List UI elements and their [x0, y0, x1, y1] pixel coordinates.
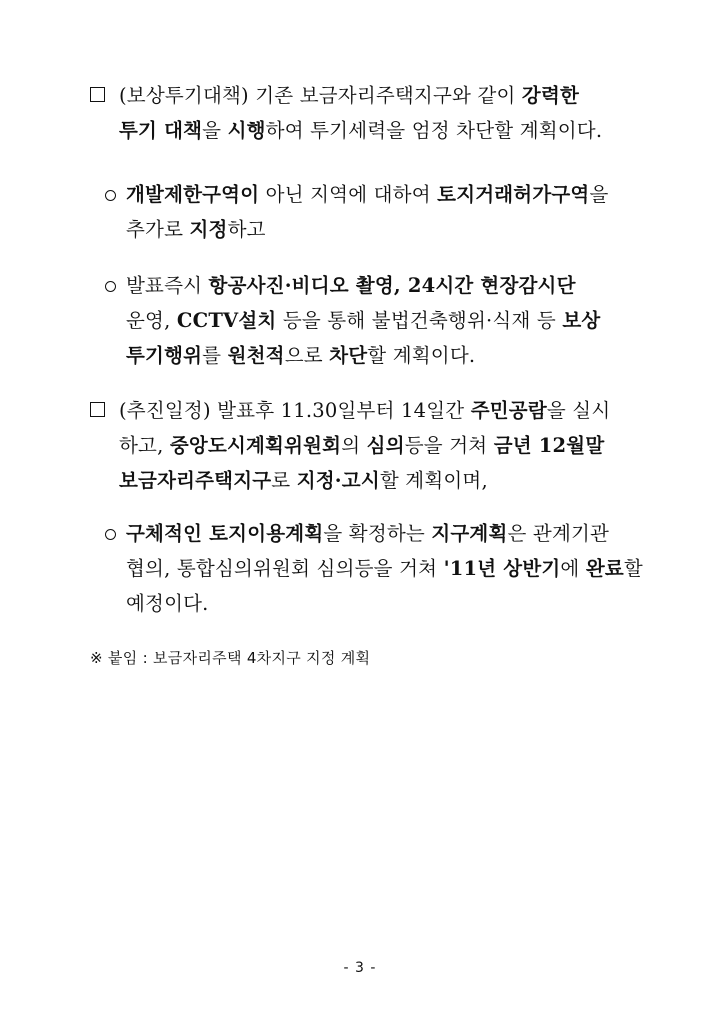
text-line: (추진일정) 발표후 11.30일부터 14일간 주민공람을 실시 [119, 399, 611, 422]
attachment-note: ※ 붙임 : 보금자리주택 4차지구 지정 계획 [90, 649, 371, 667]
text-line: 구체적인 토지이용계획을 확정하는 지구계획은 관계기관 [126, 522, 610, 545]
page-number: - 3 - [343, 960, 377, 976]
text-line: 발표즉시 항공사진·비디오 촬영, 24시간 현장감시단 [126, 274, 576, 297]
circle-bullet [105, 529, 116, 540]
circle-bullet [105, 281, 116, 292]
square-bullet [90, 402, 105, 417]
section-land-permit-zone [126, 177, 609, 247]
section-district-plan [126, 516, 643, 621]
text-line: 예정이다. [126, 592, 209, 615]
text-line: 추가로 지정하고 [126, 218, 266, 241]
text-line: 협의, 통합심의위원회 심의등을 거쳐 '11년 상반기에 완료할 [126, 557, 643, 580]
text-line: 보금자리주택지구로 지정·고시할 계획이며, [119, 469, 488, 492]
circle-bullet [105, 190, 116, 201]
square-bullet [90, 87, 105, 102]
text-line: (보상투기대책) 기존 보금자리주택지구와 같이 강력한 [119, 84, 580, 107]
section-surveillance [126, 268, 600, 373]
text-line: 투기 대책을 시행하여 투기세력을 엄정 차단할 계획이다. [119, 119, 603, 142]
text-line: 개발제한구역이 아닌 지역에 대하여 토지거래허가구역을 [126, 183, 609, 206]
text-line: 투기행위를 원천적으로 차단할 계획이다. [126, 344, 476, 367]
text-line: 운영, CCTV설치 등을 통해 불법건축행위·식재 등 보상 [126, 309, 601, 332]
section-schedule [119, 393, 610, 498]
section-compensation-speculation [119, 78, 602, 148]
text-line: 하고, 중앙도시계획위원회의 심의등을 거쳐 금년 12월말 [119, 434, 605, 457]
